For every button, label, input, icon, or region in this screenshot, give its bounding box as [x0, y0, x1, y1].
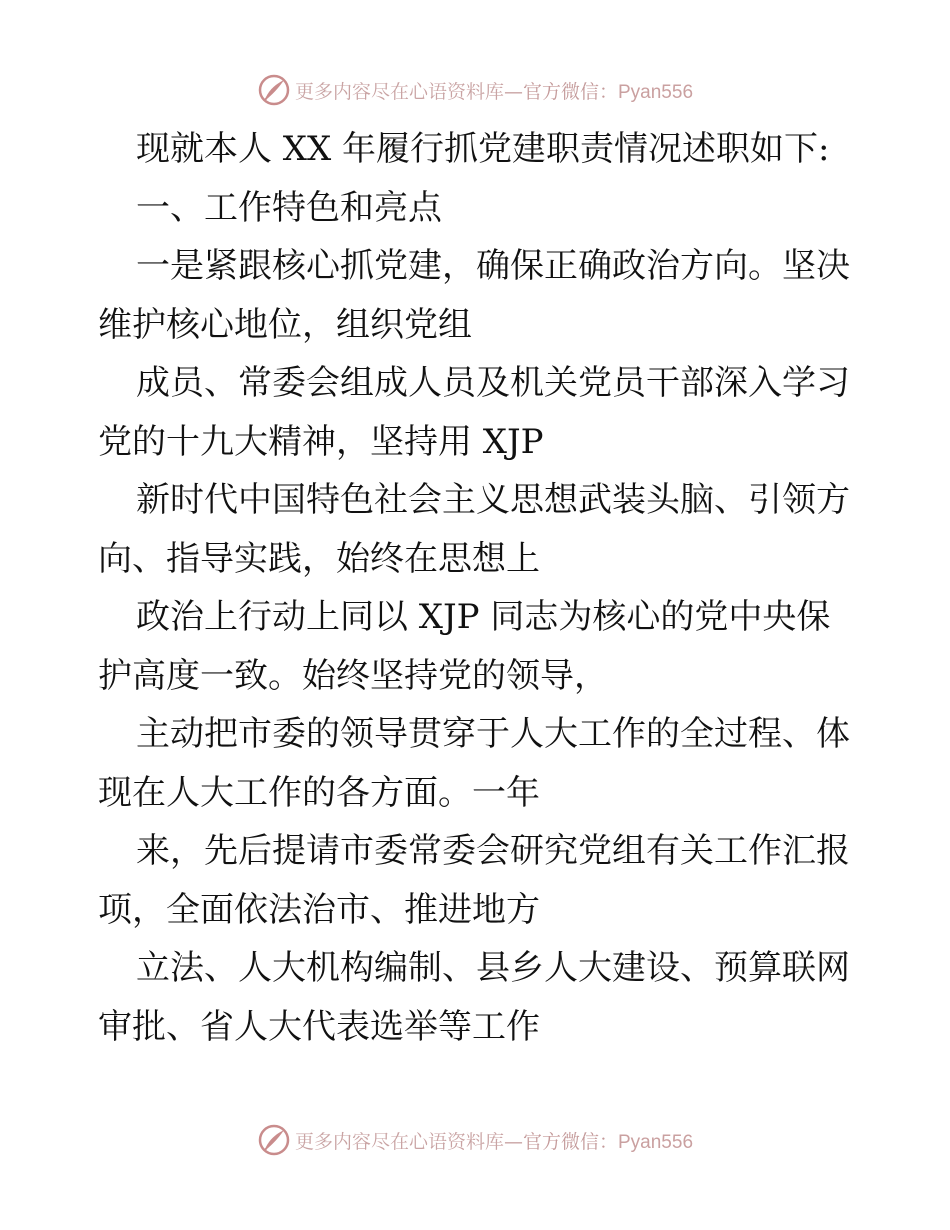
text-line: 现就本人 XX 年履行抓党建职责情况述职如下:: [136, 129, 830, 169]
watermark-text: [295, 77, 693, 104]
text-line: 党的十九大精神，坚持用 XJP: [98, 421, 544, 462]
watermark-text: [295, 1127, 693, 1154]
watermark-separator: —: [503, 1130, 523, 1153]
text-line: 维护核心地位，组织党组: [98, 304, 472, 345]
text-line: 来，先后提请市委常委会研究党组有关工作汇报: [136, 831, 850, 871]
quill-pen-logo-icon: [257, 1123, 291, 1157]
text-line: 政治上行动上同以 XJP 同志为核心的党中央保: [136, 597, 831, 637]
text-line: 立法、人大机构编制、县乡人大建设、预算联网: [136, 948, 850, 988]
text-line: 项，全面依法治市、推进地方: [98, 889, 540, 930]
text-line: 主动把市委的领导贯穿于人大工作的全过程、体: [136, 714, 850, 754]
text-line: 一、工作特色和亮点: [136, 187, 442, 228]
text-line: 审批、省人大代表选举等工作: [98, 1006, 540, 1047]
watermark-wechat-id: Pyan556: [618, 1131, 694, 1153]
watermark-separator: —: [503, 80, 523, 103]
document-body: [98, 120, 858, 1056]
text-line: 成员、常委会组成人员及机关党员干部深入学习: [136, 363, 850, 403]
watermark-wechat-id: Pyan556: [618, 81, 694, 103]
text-line: 护高度一致。始终坚持党的领导，: [98, 655, 608, 696]
watermark-wechat-label: 官方微信：: [522, 80, 618, 103]
watermark-brand: 更多内容尽在心语资料库: [294, 80, 504, 103]
text-line: 现在人大工作的各方面。一年: [98, 772, 540, 813]
watermark-wechat-label: 官方微信：: [522, 1130, 618, 1153]
watermark-brand: 更多内容尽在心语资料库: [294, 1130, 504, 1153]
header-watermark: [0, 70, 950, 110]
text-line: 一是紧跟核心抓党建，确保正确政治方向。坚决: [136, 246, 850, 286]
quill-pen-logo-icon: [257, 73, 291, 107]
text-line: 新时代中国特色社会主义思想武装头脑、引领方: [136, 480, 850, 520]
text-line: 向、指导实践，始终在思想上: [98, 538, 540, 579]
footer-watermark: [0, 1120, 950, 1160]
